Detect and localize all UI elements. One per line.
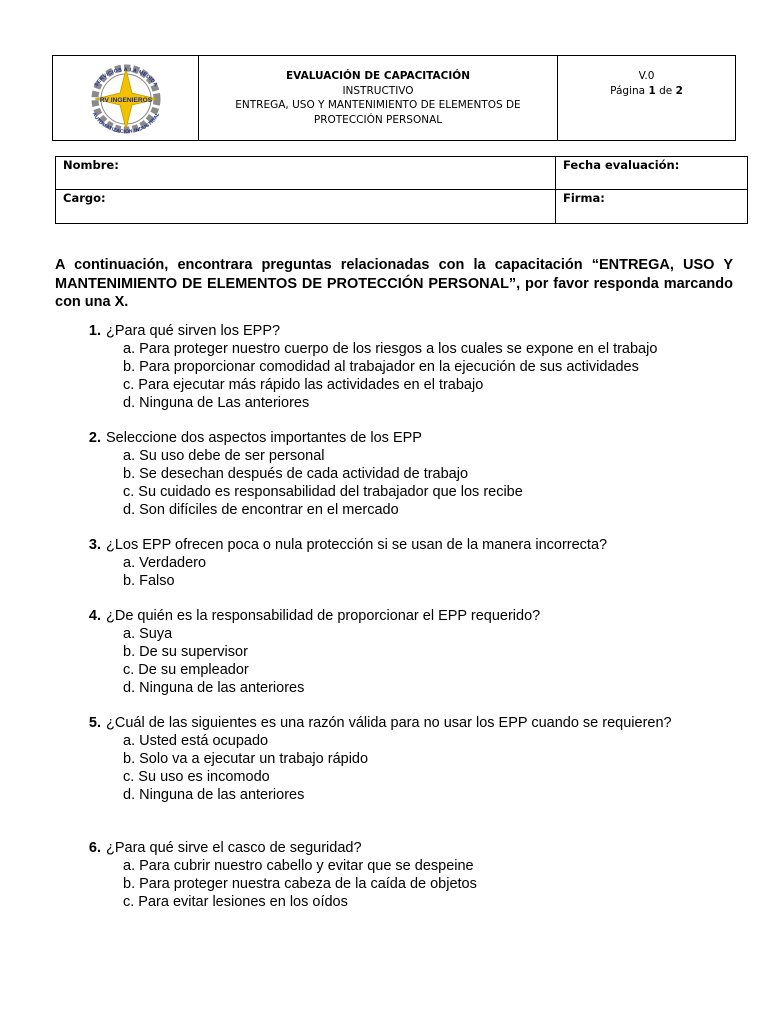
header-topic-line2: PROTECCIÓN PERSONAL — [313, 113, 443, 126]
question-number: 2. — [88, 430, 101, 446]
question-6 — [55, 839, 745, 911]
answer-option[interactable]: c. Para ejecutar más rápido las actividades en el trabajo — [123, 377, 484, 393]
header-title: EVALUACIÓN DE CAPACITACIÓN — [286, 70, 470, 82]
date-field[interactable] — [556, 157, 747, 189]
page-of: de — [659, 85, 673, 97]
question-text: ¿Los EPP ofrecen poca o nula protección si se usan de la manera incorrecta? — [106, 537, 608, 553]
question-text: Seleccione dos aspectos importantes de los EPP — [106, 430, 422, 446]
answer-option[interactable]: b. Falso — [123, 573, 175, 589]
answer-option[interactable]: d. Ninguna de las anteriores — [123, 787, 305, 803]
answer-option[interactable]: c. Su cuidado es responsabilidad del trabajador que los recibe — [123, 484, 523, 500]
participant-info-table — [55, 156, 748, 224]
version-cell — [558, 56, 735, 140]
page-current: 1 — [648, 85, 656, 97]
answer-option[interactable]: b. Para proporcionar comodidad al trabajador en la ejecución de sus actividades — [123, 359, 639, 375]
answer-option[interactable]: b. Para proteger nuestra cabeza de la caída de objetos — [123, 876, 477, 892]
question-text: ¿De quién es la responsabilidad de proporcionar el EPP requerido? — [106, 608, 541, 624]
logo-cell — [53, 56, 199, 140]
header-topic-line1: ENTREGA, USO Y MANTENIMIENTO DE ELEMENTOS DE — [235, 99, 521, 111]
document-header — [52, 55, 736, 141]
page-indicator — [610, 84, 683, 99]
version-label: V.0 — [638, 70, 655, 82]
answer-option[interactable]: a. Verdadero — [123, 555, 207, 571]
question-number: 1. — [88, 323, 101, 339]
answer-option[interactable]: d. Ninguna de Las anteriores — [123, 395, 310, 411]
answer-option[interactable]: a. Suya — [123, 626, 173, 642]
name-field[interactable] — [56, 157, 556, 189]
answer-option[interactable]: d. Son difíciles de encontrar en el mercado — [123, 502, 399, 518]
logo-top-text: SERVICIOS A LA MEDIDA — [92, 66, 159, 89]
info-row-name — [56, 157, 747, 190]
answer-option[interactable]: a. Su uso debe de ser personal — [123, 448, 325, 464]
position-field[interactable] — [56, 190, 556, 223]
answer-option[interactable]: a. Para cubrir nuestro cabello y evitar que se despeine — [123, 858, 474, 874]
signature-label: Firma: — [563, 191, 605, 205]
answer-option[interactable]: d. Ninguna de las anteriores — [123, 680, 305, 696]
intro-paragraph: A continuación, encontrara preguntas relacionadas con la capacitación “ENTREGA, USO Y MANTENIMIENTO DE ELEMENTOS DE PROTECCIÓN PERSONAL”, por favor responda marcando con una X. — [55, 257, 733, 310]
question-2 — [55, 429, 745, 519]
header-subtitle: INSTRUCTIVO — [342, 84, 414, 97]
answer-option[interactable]: a. Usted está ocupado — [123, 733, 269, 749]
answer-option[interactable]: c. Su uso es incomodo — [123, 769, 270, 785]
signature-field[interactable] — [556, 190, 747, 223]
answer-option[interactable]: a. Para proteger nuestro cuerpo de los riesgos a los cuales se expone en el trabajo — [123, 341, 658, 357]
position-label: Cargo: — [63, 191, 106, 205]
question-number: 3. — [88, 537, 101, 553]
name-label: Nombre: — [63, 158, 119, 172]
question-number: 6. — [88, 840, 101, 856]
question-3 — [55, 536, 745, 590]
question-text: ¿Cuál de las siguientes es una razón válida para no usar los EPP cuando se requieren? — [106, 715, 672, 731]
question-number: 4. — [88, 608, 101, 624]
question-5 — [55, 714, 745, 804]
question-number: 5. — [88, 715, 101, 731]
answer-option[interactable]: b. De su supervisor — [123, 644, 248, 660]
answer-option[interactable]: c. Para evitar lesiones en los oídos — [123, 894, 348, 910]
date-label: Fecha evaluación: — [563, 158, 680, 172]
answer-option[interactable]: b. Se desechan después de cada actividad de trabajo — [123, 466, 469, 482]
question-text: ¿Para qué sirve el casco de seguridad? — [106, 840, 362, 856]
answer-option[interactable]: b. Solo va a ejecutar un trabajo rápido — [123, 751, 369, 767]
company-logo — [79, 61, 173, 135]
answer-option[interactable]: c. De su empleador — [123, 662, 249, 678]
questions-list — [55, 322, 745, 928]
info-row-position — [56, 190, 747, 223]
page-label: Página — [610, 85, 646, 97]
question-4 — [55, 607, 745, 697]
logo-bottom-text: AUTOMATIZACION INDUSTRIAL — [90, 111, 161, 135]
question-1 — [55, 322, 745, 412]
logo-middle-text: RV INGENIEROS — [99, 97, 152, 104]
header-title-cell — [199, 56, 558, 140]
page-total: 2 — [675, 85, 683, 97]
question-text: ¿Para qué sirven los EPP? — [106, 323, 281, 339]
